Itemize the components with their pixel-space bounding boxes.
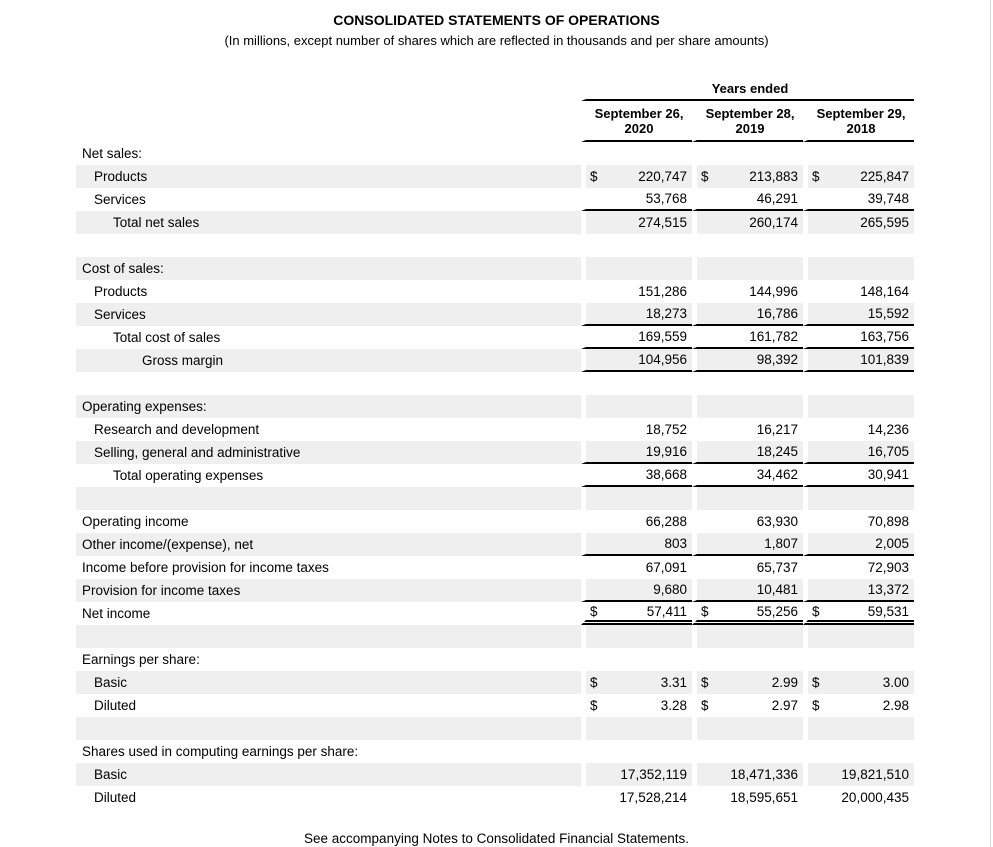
value-cell [581,326,692,349]
value-cell [692,257,803,280]
value-cell [581,441,692,464]
cell-value: 260,174 [749,215,798,230]
value-cell [803,441,914,464]
value-cell [692,671,803,694]
row-label: Basic [76,763,581,786]
value-cell [581,579,692,602]
value-cell [803,326,914,349]
currency-symbol: $ [590,698,598,713]
cell-value: 9,680 [653,582,687,597]
cell-value: 16,705 [867,444,909,459]
table-row [76,671,914,694]
value-cell [581,395,692,418]
cell-value: 72,903 [867,560,909,575]
cell-value: 39,748 [867,191,909,206]
value-cell [803,533,914,556]
value-cell [692,786,803,809]
value-cell [803,510,914,533]
value-cell [692,165,803,188]
value-cell [692,648,803,671]
row-label: Gross margin [76,349,581,372]
value-cell [692,395,803,418]
cell-value: 2.99 [771,675,798,690]
column-header-row [76,101,914,142]
currency-symbol: $ [701,698,709,713]
cell-value: 104,956 [638,352,687,367]
table-row [76,326,914,349]
column-header-date: September 28, [705,106,795,121]
cell-value: 98,392 [756,352,798,367]
value-cell [803,303,914,326]
row-label: Operating expenses: [76,395,581,418]
cell-value: 34,462 [756,467,798,482]
cell-value: 66,288 [645,514,687,529]
statement-table-body [76,142,914,809]
value-cell [581,786,692,809]
value-cell [581,211,692,234]
table-row [76,694,914,717]
column-header-date: September 26, [594,106,684,121]
value-cell [581,165,692,188]
value-cell [581,763,692,786]
currency-symbol: $ [701,603,709,619]
table-row [76,211,914,234]
cell-value: 18,752 [645,422,687,437]
cell-value: 20,000,435 [841,790,909,805]
value-cell [803,418,914,441]
table-row [76,418,914,441]
cell-value: 10,481 [756,582,798,597]
table-row [76,464,914,487]
value-cell [581,487,692,510]
value-cell [581,510,692,533]
value-cell [803,625,914,648]
cell-value: 3.28 [660,698,687,713]
value-cell [692,326,803,349]
value-cell [692,441,803,464]
value-cell [692,602,803,625]
table-row [76,556,914,579]
row-label: Total net sales [76,211,581,234]
cell-value: 13,372 [867,582,909,597]
cell-value: 225,847 [860,169,909,184]
value-cell [581,280,692,303]
value-cell [581,533,692,556]
value-cell [803,786,914,809]
cell-value: 70,898 [867,514,909,529]
value-cell [581,188,692,211]
row-label: Total cost of sales [113,330,221,345]
value-cell [581,717,692,740]
cell-value: 161,782 [749,329,798,344]
value-cell [803,280,914,303]
currency-symbol: $ [812,698,820,713]
cell-value: 220,747 [638,169,687,184]
row-label [76,234,581,257]
currency-symbol: $ [812,169,820,184]
table-row [76,786,914,809]
value-cell [803,372,914,395]
spacer-row [76,625,914,648]
cell-value: 19,916 [645,444,687,459]
spacer-row [76,372,914,395]
section-header-row [76,648,914,671]
currency-symbol: $ [590,603,598,619]
page-edge-line [990,0,991,847]
spacer-row [76,487,914,510]
value-cell [692,418,803,441]
value-cell [692,694,803,717]
row-label: Operating income [82,514,189,529]
cell-value: 101,839 [860,352,909,367]
table-row [76,763,914,786]
value-cell [581,349,692,372]
value-cell [581,257,692,280]
value-cell [803,165,914,188]
value-cell [803,579,914,602]
row-label: Services [76,303,581,326]
footer-note: See accompanying Notes to Consolidated Financial Statements. [304,831,689,846]
cell-value: 18,273 [645,306,687,321]
column-header-2 [692,101,803,142]
value-cell [803,648,914,671]
section-header-row [76,395,914,418]
cell-value: 16,786 [756,306,798,321]
table-header [76,75,914,142]
header-spacer-cell [76,101,581,142]
cell-value: 65,737 [756,560,798,575]
cell-value: 59,531 [867,603,909,619]
section-header-row [76,142,914,165]
row-label: Basic [76,671,581,694]
column-header-year: 2018 [846,121,876,136]
value-cell [581,303,692,326]
column-header-1 [581,101,692,142]
table-row [76,165,914,188]
value-cell [692,142,803,165]
row-label: Net sales: [82,146,143,161]
value-cell [803,740,914,763]
row-label: Other income/(expense), net [76,533,581,556]
section-header-row [76,740,914,763]
value-cell [803,763,914,786]
value-cell [803,487,914,510]
row-label [76,372,581,395]
value-cell [692,740,803,763]
value-cell [692,211,803,234]
value-cell [581,694,692,717]
value-cell [803,395,914,418]
cell-value: 274,515 [638,215,687,230]
cell-value: 53,768 [645,191,687,206]
years-ended-header: Years ended [581,75,914,101]
value-cell [692,234,803,257]
cell-value: 803 [664,536,687,551]
value-cell [692,717,803,740]
cell-value: 148,164 [860,284,909,299]
cell-value: 213,883 [749,169,798,184]
value-cell [803,464,914,487]
row-label: Provision for income taxes [76,579,581,602]
cell-value: 19,821,510 [841,767,909,782]
value-cell [803,602,914,625]
value-cell [803,257,914,280]
row-label: Research and development [94,422,260,437]
value-cell [692,556,803,579]
value-cell [692,487,803,510]
value-cell [803,188,914,211]
value-cell [692,510,803,533]
cell-value: 14,236 [867,422,909,437]
row-label [76,487,581,510]
cell-value: 57,411 [646,603,687,619]
value-cell [803,694,914,717]
statements-table [76,75,914,809]
table-row [76,349,914,372]
row-label: Total operating expenses [113,468,264,483]
row-label: Selling, general and administrative [76,441,581,464]
row-label: Services [94,192,146,207]
currency-symbol: $ [701,169,709,184]
cell-value: 55,256 [756,603,798,619]
currency-symbol: $ [701,675,709,690]
cell-value: 2,005 [875,536,909,551]
currency-symbol: $ [812,675,820,690]
row-label [76,717,581,740]
group-header-row [76,75,914,101]
row-label: Diluted [94,698,137,713]
row-label: Net income [82,606,151,621]
cell-value: 3.31 [660,675,687,690]
currency-symbol: $ [812,603,820,619]
value-cell [803,556,914,579]
cell-value: 46,291 [756,191,798,206]
cell-value: 265,595 [860,215,909,230]
value-cell [692,280,803,303]
row-label: Cost of sales: [76,257,581,280]
value-cell [692,579,803,602]
cell-value: 169,559 [638,329,687,344]
cell-value: 18,245 [756,444,798,459]
value-cell [581,625,692,648]
column-header-date: September 29, [816,106,906,121]
table-row [76,441,914,464]
row-label: Diluted [94,790,137,805]
value-cell [581,372,692,395]
value-cell [692,464,803,487]
row-label: Products [94,284,148,299]
spacer-row [76,234,914,257]
column-header-year: 2019 [735,121,765,136]
cell-value: 15,592 [867,306,909,321]
cell-value: 30,941 [867,467,909,482]
cell-value: 17,528,214 [619,790,687,805]
currency-symbol: $ [590,169,598,184]
value-cell [581,648,692,671]
cell-value: 18,595,651 [730,790,798,805]
table-row [76,188,914,211]
page-title: CONSOLIDATED STATEMENTS OF OPERATIONS [333,12,660,28]
value-cell [692,763,803,786]
value-cell [581,142,692,165]
value-cell [581,418,692,441]
spacer-row [76,717,914,740]
cell-value: 63,930 [756,514,798,529]
value-cell [803,234,914,257]
cell-value: 163,756 [860,329,909,344]
currency-symbol: $ [590,675,598,690]
column-header-3 [803,101,914,142]
cell-value: 2.98 [882,698,909,713]
cell-value: 67,091 [645,560,687,575]
table-row [76,510,914,533]
value-cell [803,671,914,694]
cell-value: 38,668 [645,467,687,482]
cell-value: 3.00 [882,675,909,690]
value-cell [581,602,692,625]
row-label: Income before provision for income taxes [82,560,329,575]
value-cell [803,142,914,165]
value-cell [692,625,803,648]
value-cell [692,188,803,211]
page-subtitle: (In millions, except number of shares which are reflected in thousands and per share amounts) [224,33,769,48]
cell-value: 17,352,119 [620,767,687,782]
value-cell [692,303,803,326]
value-cell [692,533,803,556]
table-row [76,533,914,556]
value-cell [692,372,803,395]
table-row [76,602,914,625]
value-cell [692,349,803,372]
cell-value: 144,996 [749,284,798,299]
row-label: Earnings per share: [82,652,200,667]
cell-value: 18,471,336 [730,767,798,782]
cell-value: 151,286 [638,284,687,299]
cell-value: 2.97 [771,698,798,713]
column-header-year: 2020 [624,121,654,136]
value-cell [803,349,914,372]
table-row [76,303,914,326]
row-label [76,625,581,648]
table-row [76,280,914,303]
table-row [76,579,914,602]
row-label: Shares used in computing earnings per share: [82,744,359,759]
value-cell [581,740,692,763]
header-spacer-cell [76,75,581,101]
row-label: Products [76,165,581,188]
value-cell [581,556,692,579]
section-header-row [76,257,914,280]
cell-value: 1,807 [764,536,798,551]
value-cell [581,464,692,487]
value-cell [803,211,914,234]
cell-value: 16,217 [756,422,798,437]
value-cell [581,234,692,257]
value-cell [803,717,914,740]
value-cell [581,671,692,694]
